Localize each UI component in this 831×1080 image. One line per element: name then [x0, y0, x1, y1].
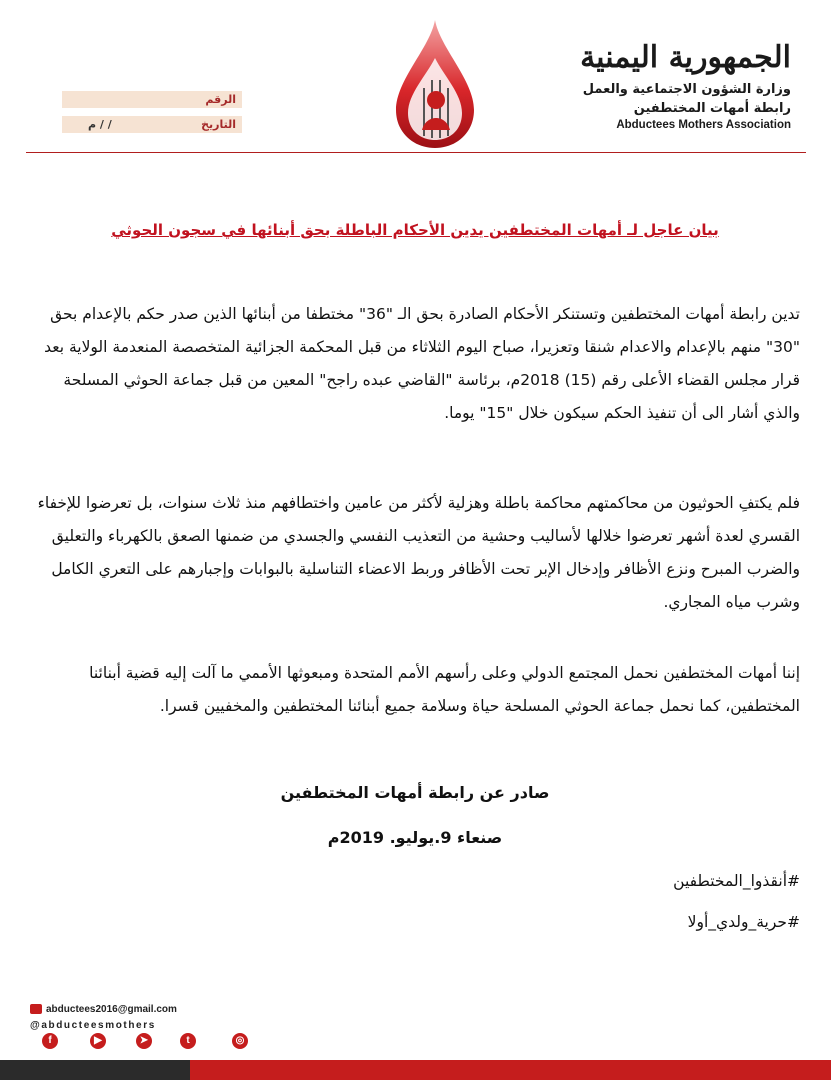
statement-headline: بيان عاجل لـ أمهات المختطفين يدين الأحكام الباطلة بحق أبنائها في سجون الحوثي [111, 221, 719, 239]
header-divider [26, 152, 806, 153]
date-label: التاريخ [201, 118, 236, 131]
brand-title: الجمهورية اليمنية [580, 40, 791, 75]
association-name-ar: رابطة أمهات المختطفين [633, 101, 791, 116]
email-address: abductees2016@gmail.com [46, 1004, 177, 1015]
ministry-name: وزارة الشؤون الاجتماعية والعمل [582, 82, 791, 97]
footer-bar-dark [0, 1060, 190, 1080]
paragraph: فلم يكتفِ الحوثيون من محاكمتهم محاكمة باطلة وهزلية لأكثر من عامين واختطافهم منذ ثلاث سنوات، بل تعرضوا للإخفاء القسري لعدة أشهر تعرضوا خلالها لأساليب وحشية من التعذيب النفسي والجسدي من ضمنها الصعق بالكهرباء والتعليق والضرب المبرح ونزع الأظافر وإدخال الإبر تحت الأظافر وربط الاعضاء التناسلية بالبوابات وإجبارهم على التعري الكامل وشرب مياه المجاري. [37, 494, 800, 611]
reference-number-field [62, 91, 242, 108]
telegram-icon[interactable]: ➤ [136, 1033, 152, 1049]
association-name-en: Abductees Mothers Association [616, 119, 791, 131]
association-logo [392, 18, 478, 150]
hashtag: #أنقذوا_المختطفين [673, 872, 800, 890]
date-line: صنعاء 9.يوليو. 2019م [327, 828, 503, 847]
facebook-icon[interactable]: f [42, 1033, 58, 1049]
reference-number-label: الرقم [205, 93, 236, 106]
date-field [62, 116, 242, 133]
contact-block [30, 1002, 230, 1034]
twitter-icon[interactable]: t [180, 1033, 196, 1049]
youtube-icon[interactable]: ▶ [90, 1033, 106, 1049]
letterhead-brand [571, 36, 791, 133]
footer-bar [0, 1060, 831, 1080]
issued-by: صادر عن رابطة أمهات المختطفين [280, 783, 550, 802]
hashtag: #حرية_ولدي_أولا [687, 913, 800, 931]
handle-row [30, 1018, 230, 1034]
paragraph: إننا أمهات المختطفين نحمل المجتمع الدولي وعلى رأسهم الأمم المتحدة ومبعوثها الأممي ما آلت إليه قضية أبنائنا المختطفين، كما نحمل جماعة الحوثي المسلحة حياة وسلامة جميع أبنائنا المختطفين والمخفيين قسرا. [89, 664, 800, 715]
paragraph: تدين رابطة أمهات المختطفين وتستنكر الأحكام الصادرة بحق الـ "36" مختطفا من أبنائها الذين صدر حكم بالإعدام بحق "30" منهم بالإعدام والاعدام شنقا وتعزيرا، صباح اليوم الثلاثاء من قبل المحكمة الجزائية المتخصصة المنعدمة الولاية بعد قرار مجلس القضاء الأعلى رقم (15) 2018م، برئاسة "القاضي عبده راجح" المعين من قبل جماعة الحوثي المسلحة والذي أشار الى أن تنفيذ الحكم سيكون خلال "15" يوما. [44, 305, 800, 422]
instagram-icon[interactable]: ◎ [232, 1033, 248, 1049]
social-handle: @abducteesmothers [30, 1020, 156, 1031]
email-icon [30, 1004, 42, 1014]
date-value: / / م [88, 118, 112, 131]
email-row [30, 1002, 230, 1018]
